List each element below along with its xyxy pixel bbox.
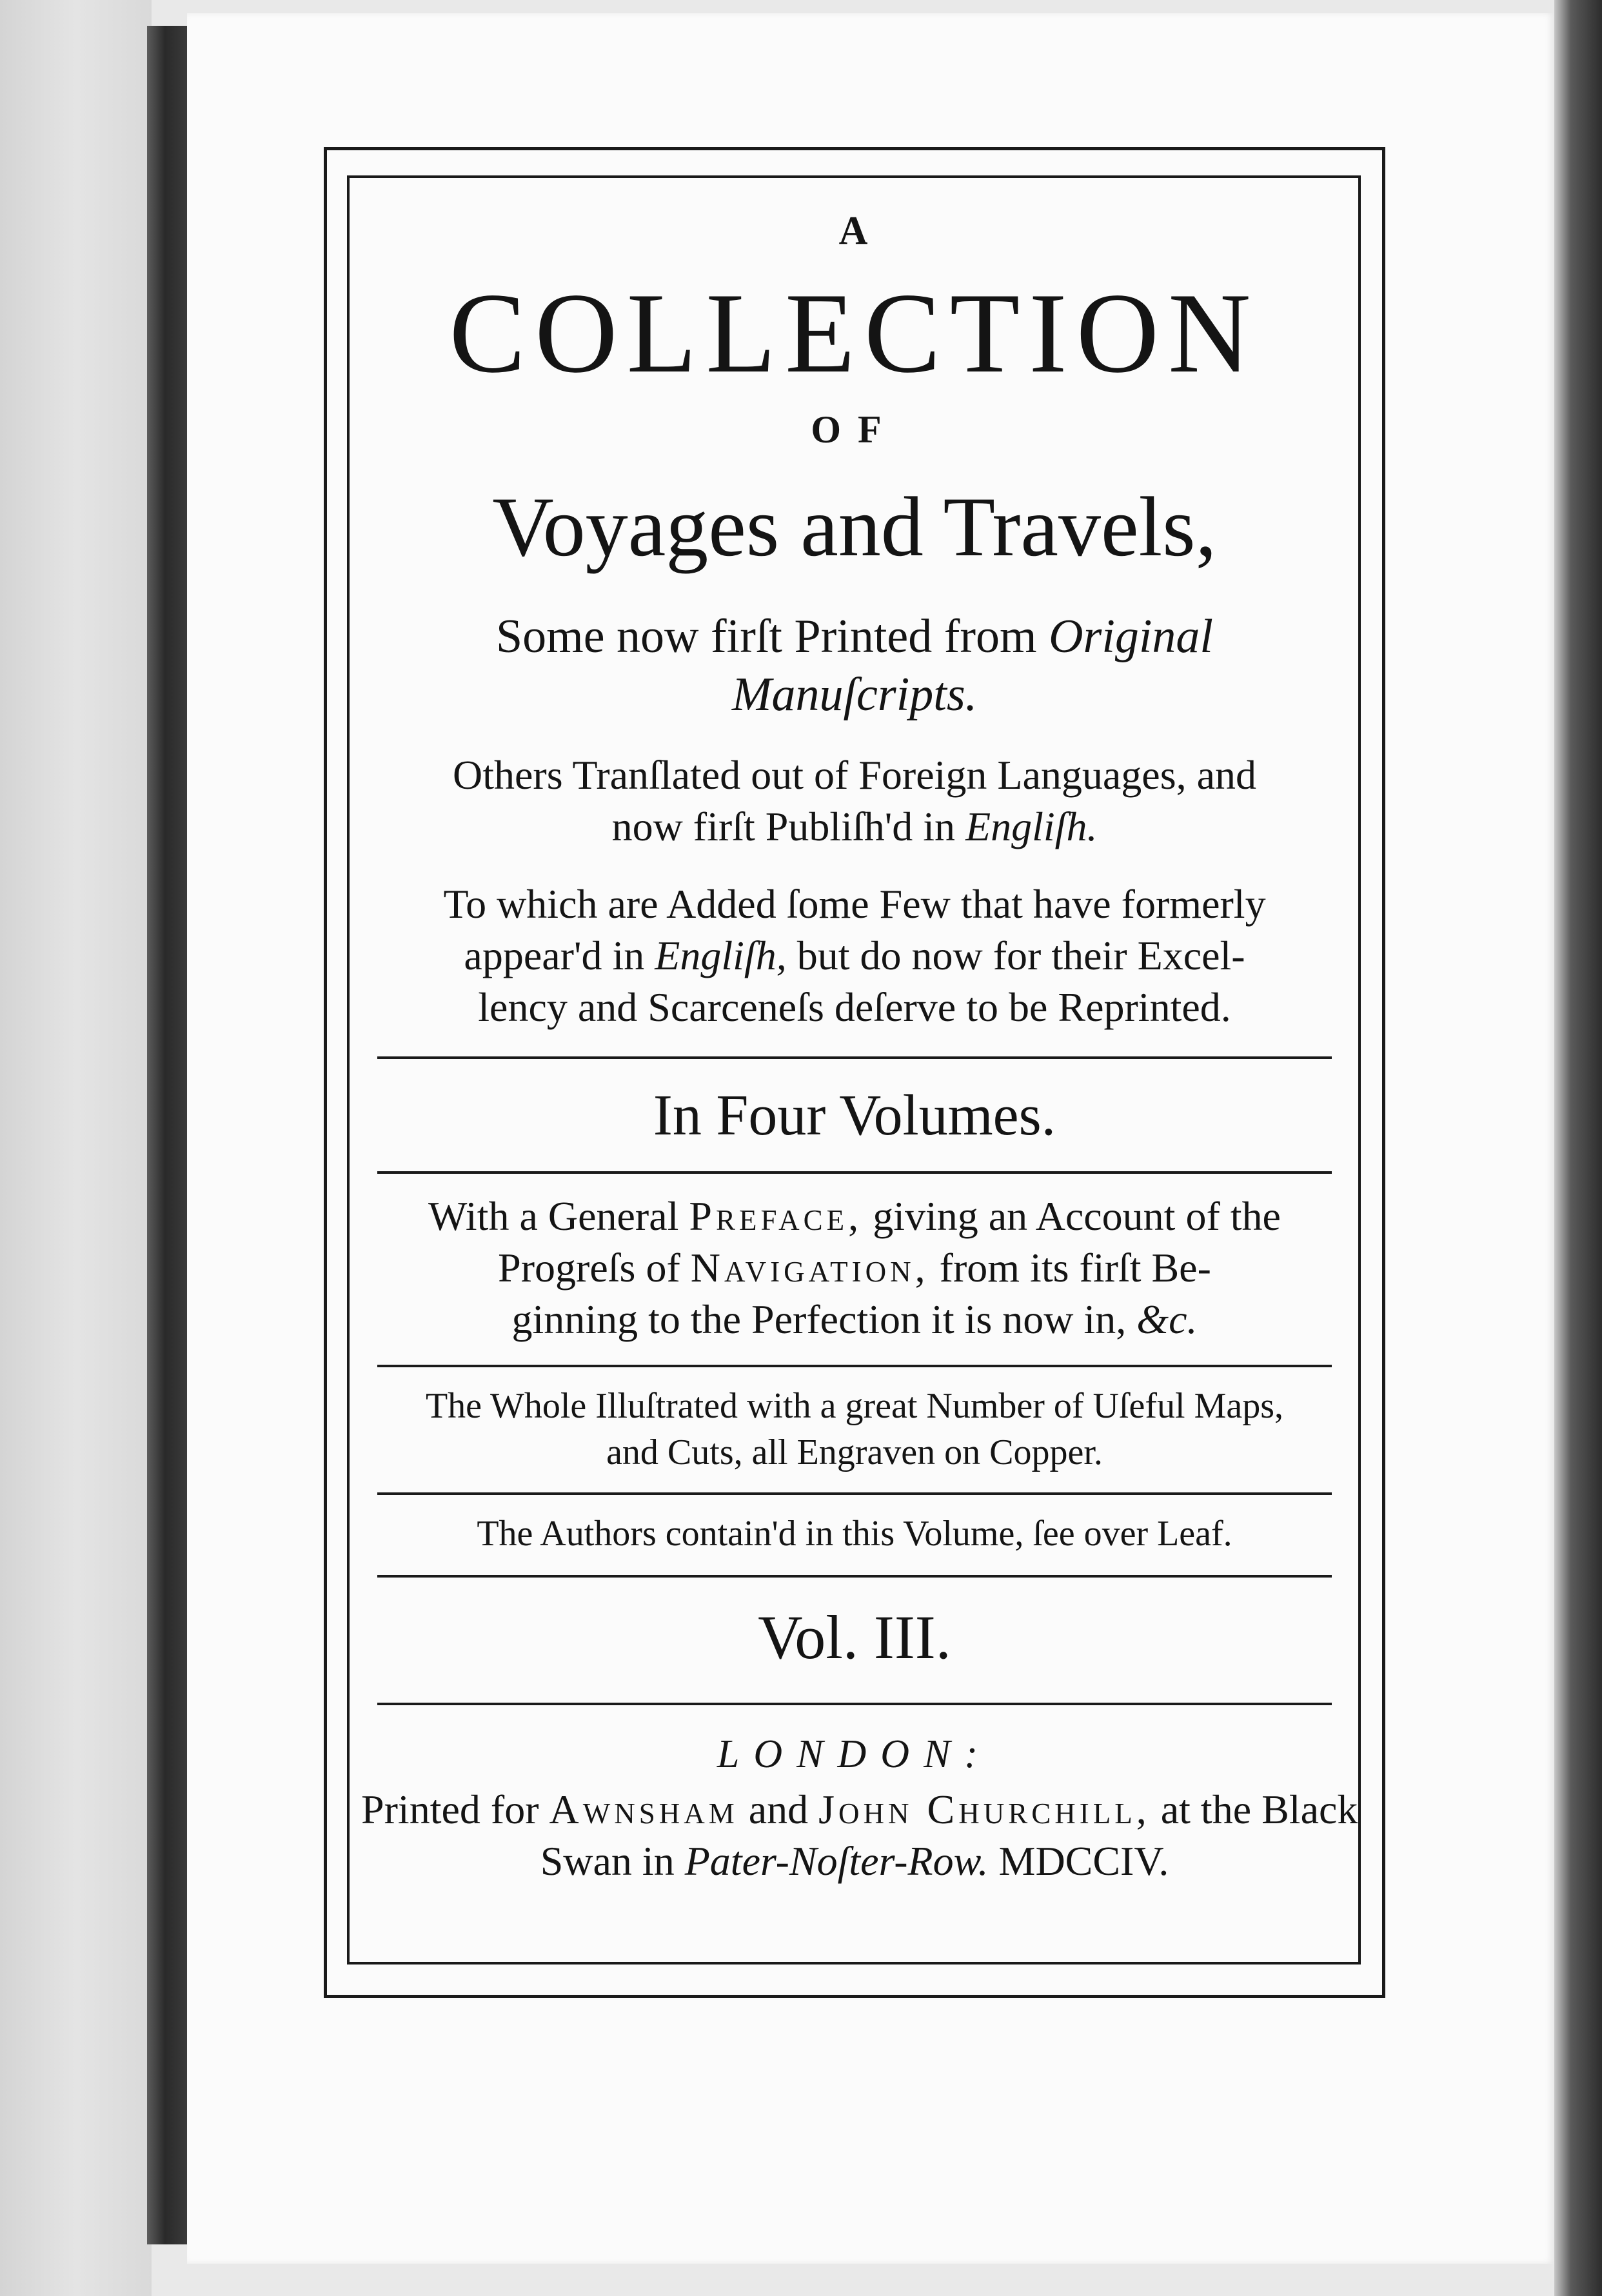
illustrated-line-1: The Whole Illuſtrated with a great Number of Uſeful Maps, bbox=[425, 1386, 1284, 1426]
preface-line-2: Progreſs of Navigation, from its firſt Be- bbox=[498, 1245, 1211, 1291]
authors-note: The Authors contain'd in this Volume, ſee over Leaf. bbox=[477, 1514, 1232, 1554]
book-gutter bbox=[147, 26, 187, 2244]
imprint-line-1: Printed for Awnsham and John Churchill, at the Black bbox=[361, 1786, 1358, 1832]
title-voyages-and-travels: Voyages and Travels, bbox=[492, 479, 1217, 574]
imprint-line-2: Swan in Pater-Noſter-Row. MDCCIV. bbox=[540, 1838, 1169, 1884]
right-page-edge bbox=[1554, 0, 1602, 2296]
subtitle-line-1: Some now firſt Printed from Original bbox=[496, 610, 1213, 663]
subtitle-original bbox=[361, 608, 1348, 724]
illustrated bbox=[361, 1383, 1348, 1476]
added-line-3: lency and Scarceneſs deſerve to be Reprinted. bbox=[478, 984, 1231, 1030]
divider-rule bbox=[377, 1575, 1332, 1578]
imprint-city: LONDON: bbox=[717, 1732, 993, 1776]
divider-rule bbox=[377, 1703, 1332, 1705]
title-collection: COLLECTION bbox=[449, 269, 1260, 397]
others-translated bbox=[361, 749, 1348, 853]
left-page-edge bbox=[0, 0, 152, 2296]
divider-rule bbox=[377, 1056, 1332, 1059]
illustrated-line-2: and Cuts, all Engraven on Copper. bbox=[606, 1432, 1103, 1472]
title-page-text bbox=[361, 193, 1358, 1887]
others-line-2: now firſt Publiſh'd in Engliſh. bbox=[611, 804, 1098, 849]
subtitle-line-2: Manuſcripts. bbox=[731, 668, 978, 721]
general-preface bbox=[361, 1191, 1348, 1345]
divider-rule bbox=[377, 1171, 1332, 1174]
title-article: A bbox=[838, 209, 871, 253]
others-line-1: Others Tranſlated out of Foreign Languages, and bbox=[453, 752, 1256, 798]
divider-rule bbox=[377, 1492, 1332, 1495]
added-reprinted bbox=[361, 878, 1348, 1033]
preface-line-3: ginning to the Perfection it is now in, &c. bbox=[511, 1296, 1198, 1342]
added-line-1: To which are Added ſome Few that have formerly bbox=[443, 881, 1266, 927]
divider-rule bbox=[377, 1365, 1332, 1367]
title-of: OF bbox=[811, 408, 898, 451]
preface-line-1: With a General Preface, giving an Account of the bbox=[428, 1193, 1281, 1239]
volume-number: Vol. III. bbox=[758, 1603, 951, 1672]
in-four-volumes: In Four Volumes. bbox=[653, 1084, 1056, 1147]
added-line-2: appear'd in Engliſh, but do now for their Excel- bbox=[464, 933, 1245, 978]
